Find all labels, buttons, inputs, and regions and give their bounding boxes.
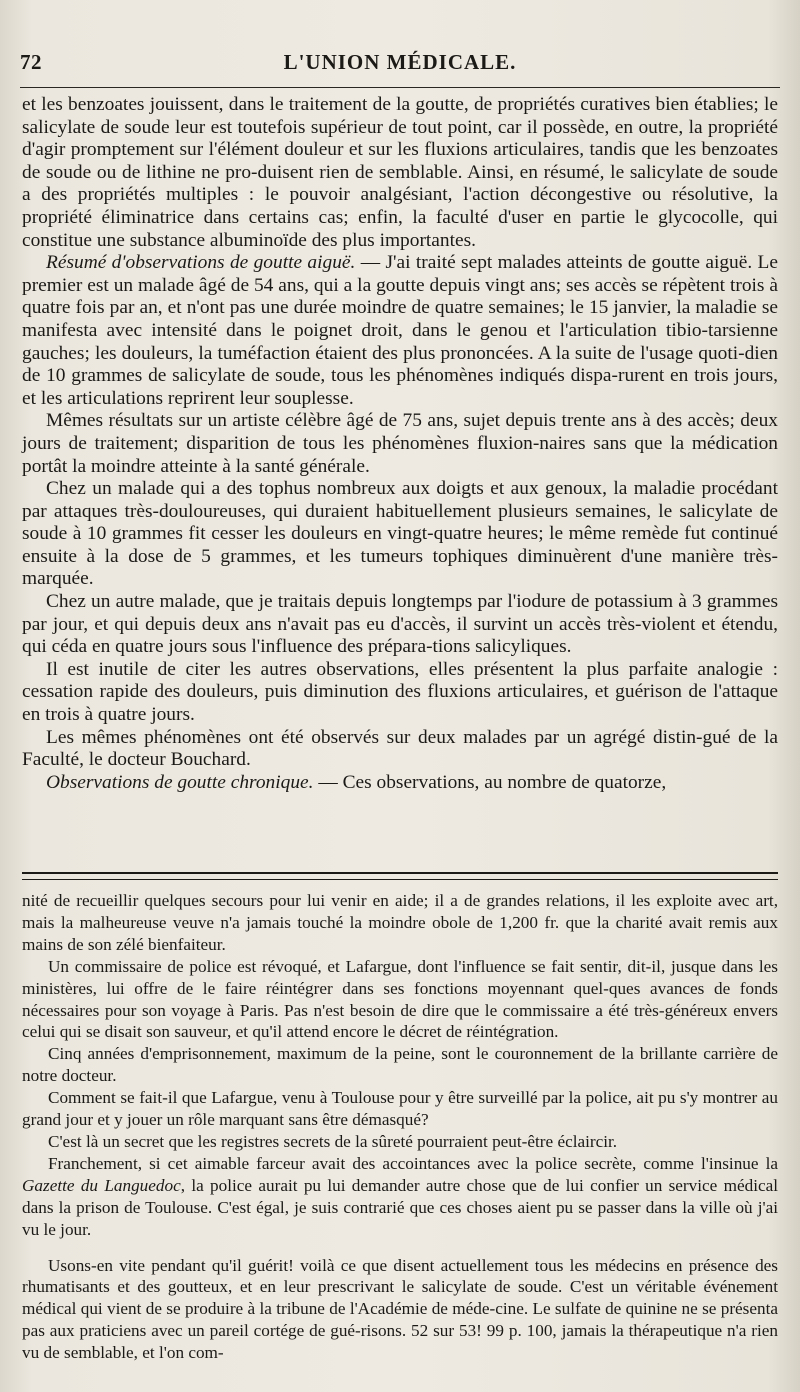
article-body bbox=[22, 94, 778, 794]
paragraph: Comment se fait-il que Lafargue, venu à Toulouse pour y être surveillé par la police, ait pu s'y montrer au grand jour et y jouer un rôle marquant sans être démasqué? bbox=[22, 1088, 778, 1130]
running-title: L'UNION MÉDICALE. bbox=[283, 50, 517, 74]
paragraph: Il est inutile de citer les autres observations, elles présentent la plus parfaite analogie : cessation rapide des douleurs, puis diminution des fluxions articulaires, et guérison de l'attaque en trois à quatre jours. bbox=[22, 658, 778, 726]
paragraph-text: , la police aurait pu lui demander autre chose que de lui confier un service médical dans la prison de Toulouse. C'est égal, je suis contrarié que ces choses aient pu se passer dans la ville où j'ai vu le jour. bbox=[22, 1175, 779, 1239]
paragraph: nité de recueillir quelques secours pour lui venir en aide; il a de grandes relations, il les exploite avec art, mais la malheureuse veuve n'a jamais touché la moindre obole de 1,200 fr. que la charité avait remis aux mains de son zélé bienfaiteur. bbox=[22, 891, 778, 954]
paragraph: C'est là un secret que les registres secrets de la sûreté pourraient peut-être éclaircir. bbox=[48, 1131, 618, 1151]
section-gap bbox=[22, 1241, 778, 1255]
publication-title: Gazette du Languedoc bbox=[22, 1175, 181, 1195]
paragraph: Cinq années d'emprisonnement, maximum de la peine, sont le couronnement de la brillante carrière de notre docteur. bbox=[22, 1044, 778, 1086]
page-header bbox=[20, 50, 780, 84]
paragraph: Les mêmes phénomènes ont été observés sur deux malades par un agrégé distin-gué de la Faculté, le docteur Bouchard. bbox=[22, 726, 778, 771]
page-number: 72 bbox=[20, 50, 42, 74]
paragraph: Un commissaire de police est révoqué, et Lafargue, dont l'influence se fait sentir, dit-il, jusque dans les ministères, lui offre de le faire réintégrer dans ses fonctions moyennant quel-ques avances de fonds nécessaires pour son voyage à Paris. Pas n'est besoin de dire que le commissaire a été très-généreux envers celui qui se disait son sauveur, et qu'il attend encore le décret de réintégration. bbox=[22, 956, 778, 1042]
paragraph: Chez un autre malade, que je traitais depuis longtemps par l'iodure de potassium à 3 grammes par jour, et qui depuis deux ans n'avait pas eu d'accès, il survint un accès très-violent et étendu, qui céda en quatre jours sous l'influence des prépara-tions salicyliques. bbox=[22, 591, 778, 658]
paragraph: Mêmes résultats sur un artiste célèbre âgé de 75 ans, sujet depuis trente ans à des accès; deux jours de traitement; disparition de tous les phénomènes fluxion-naires sans que la médication portât la moindre atteinte à la santé générale. bbox=[22, 410, 778, 477]
paragraph-text: — Ces observations, au nombre de quatorze, bbox=[313, 771, 667, 793]
header-rule bbox=[20, 87, 780, 88]
section-heading: Résumé d'observations de goutte aiguë. bbox=[46, 252, 356, 274]
paragraph-text: — J'ai traité sept malades atteints de goutte aiguë. Le premier est un malade âgé de 54 ans, qui a la goutte depuis vingt ans; ses accès se répètent trois à quatre fois par an, et n'ont pas une durée moindre de quatre semaines; le 15 janvier, la maladie se manifesta avec intensité dans le poignet droit, dans le genou et l'articulation tibio-tarsienne gauches; les douleurs, la tuméfaction étaient des plus prononcées. A la suite de l'usage quoti-dien de 10 grammes de salicylate de soude, tous les phénomènes indiqués dispa-rurent en trois jours, et les articulations reprirent leur souplesse. bbox=[22, 252, 779, 409]
paragraph: et les benzoates jouissent, dans le traitement de la goutte, de propriétés curatives bien établies; le salicylate de soude leur est toutefois supérieur de tout point, car il possède, en outre, la propriété d'agir promptement sur l'élément douleur et sur les fluxions articulaires, tandis que les benzoates de soude ou de lithine ne pro-duisent rien de semblable. Ainsi, en résumé, le salicylate de soude a des propriétés multiples : le pouvoir analgésiant, l'action décongestive ou résolutive, la propriété éliminatrice dans certains cas; enfin, la faculté d'user en partie le glycocolle, qui constitue une substance albuminoïde des plus importantes. bbox=[22, 94, 778, 251]
section-heading: Observations de goutte chronique. bbox=[46, 771, 314, 793]
paragraph bbox=[22, 252, 778, 410]
paragraph bbox=[22, 1153, 778, 1241]
paragraph bbox=[22, 772, 778, 795]
feuilleton-divider bbox=[22, 872, 778, 880]
paragraph: Usons-en vite pendant qu'il guérit! voilà ce que disent actuellement tous les médecins en présence des rhumatisants et des goutteux, et en leur prescrivant le salicylate de soude. C'est un véritable événement médical qui vient de se produire à la tribune de l'Académie de méde-cine. Le sulfate de quinine ne se présenta pas aux praticiens avec un pareil cortége de gué-risons. 52 sur 53! 99 p. 100, jamais la thérapeutique n'a rien vu de semblable, et l'on com- bbox=[22, 1255, 778, 1363]
feuilleton-body bbox=[22, 890, 778, 1364]
paragraph: Chez un malade qui a des tophus nombreux aux doigts et aux genoux, la maladie procédant par attaques très-douloureuses, qui duraient habituellement plusieurs semaines, le salicylate de soude à 10 grammes fit cesser les douleurs en vingt-quatre heures; le même remède fut continué ensuite à la dose de 5 grammes, et les tumeurs tophiques diminuèrent d'une manière très-marquée. bbox=[22, 478, 778, 590]
paragraph-text: Franchement, si cet aimable farceur avait des accointances avec la police secrète, comme l'insinue la bbox=[48, 1153, 778, 1173]
